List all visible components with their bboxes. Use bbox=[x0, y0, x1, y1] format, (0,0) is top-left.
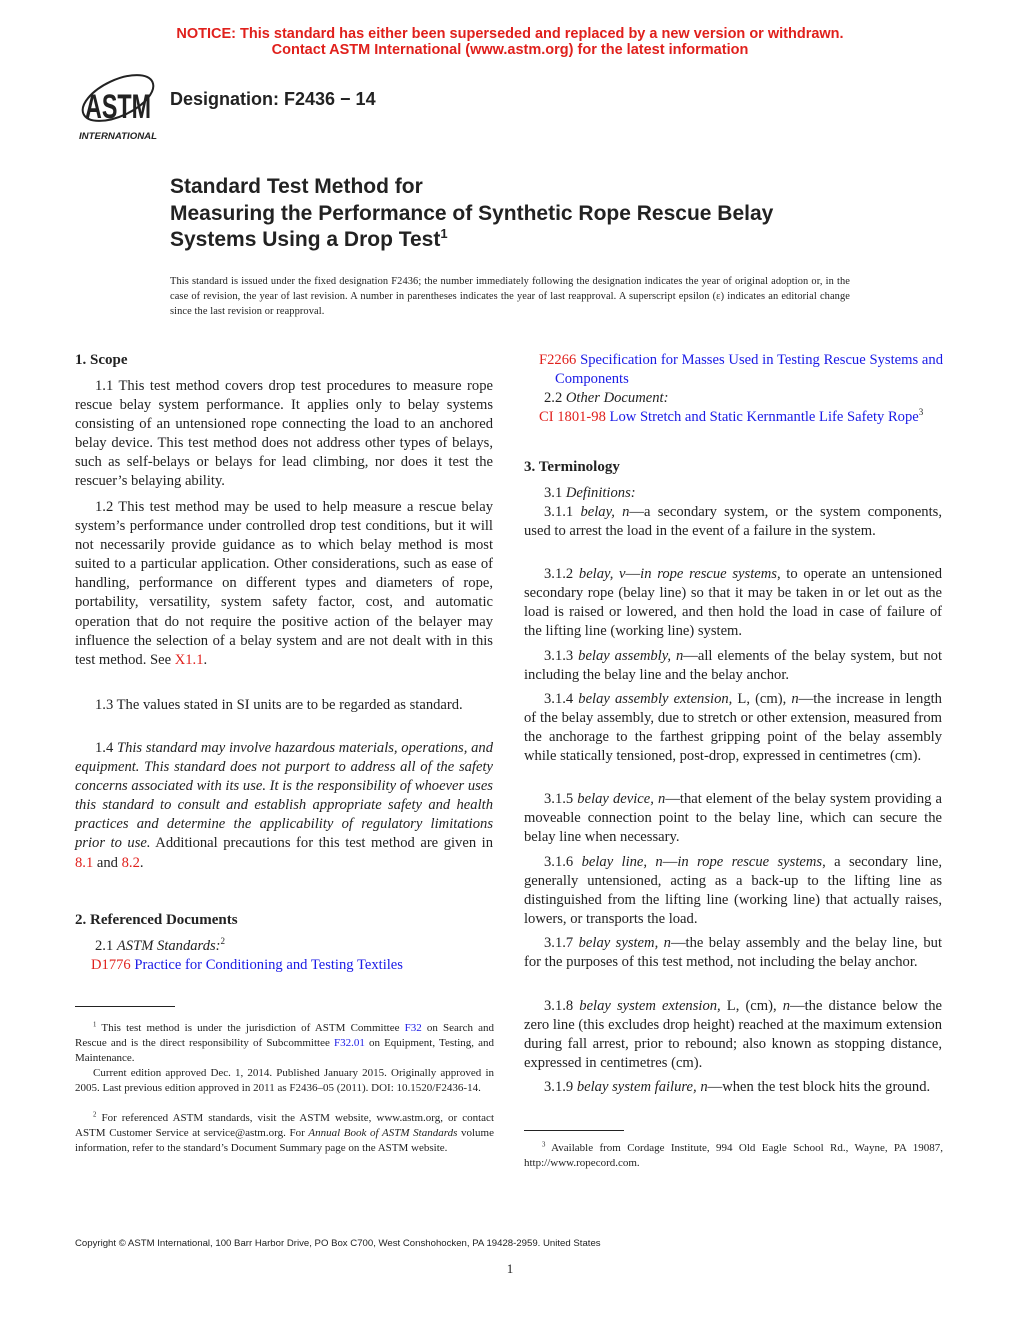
text: 3. Terminology bbox=[524, 459, 620, 475]
definition-3-1-5 bbox=[524, 790, 942, 847]
italic-text: Annual Book of ASTM Standards bbox=[308, 1127, 458, 1139]
paragraph-1-1 bbox=[75, 377, 493, 492]
section-3-heading bbox=[524, 458, 942, 477]
footnote-3 bbox=[524, 1141, 943, 1171]
text: —that element of the belay system providing a moveable connection point to the belay line, which can secure the belay line when necessary. bbox=[524, 791, 943, 846]
italic-text: n bbox=[782, 998, 791, 1014]
text: 3.1.8 bbox=[544, 998, 580, 1014]
italic-text: belay device, n bbox=[577, 791, 666, 807]
text: This test method is under the jurisdiction of ASTM Committee bbox=[96, 1022, 405, 1034]
footnote-mark: 3 bbox=[918, 407, 924, 418]
text: . bbox=[203, 651, 208, 668]
notice-line-2: Contact ASTM International (www.astm.org) for the latest information bbox=[271, 42, 749, 58]
text: 1.4 bbox=[95, 740, 117, 756]
paragraph-3-1 bbox=[524, 484, 942, 503]
paragraph-1-2 bbox=[75, 498, 493, 670]
italic-text: Other Document: bbox=[565, 390, 669, 406]
footnote-mark: 2 bbox=[220, 936, 226, 947]
footnote-divider-right bbox=[524, 1130, 624, 1131]
text: and bbox=[93, 854, 122, 871]
italic-text: belay, v bbox=[578, 566, 626, 582]
footnote-mark: 3 bbox=[542, 1141, 546, 1149]
link[interactable]: Low Stretch and Static Kernmantle Life Safety Rope bbox=[605, 409, 919, 425]
page-number: 1 bbox=[506, 1261, 514, 1276]
definition-3-1-2 bbox=[524, 565, 942, 641]
footnote-mark: 1 bbox=[93, 1021, 97, 1029]
svg-text:INTERNATIONAL: INTERNATIONAL bbox=[79, 131, 157, 141]
italic-text: belay system, n bbox=[578, 935, 671, 951]
reference-link[interactable]: 8.2 bbox=[121, 854, 140, 871]
footnote-mark: 2 bbox=[93, 1111, 97, 1119]
italic-text: belay assembly extension, bbox=[578, 691, 733, 707]
definition-3-1-4 bbox=[524, 690, 942, 766]
reference-d1776 bbox=[75, 956, 479, 975]
text: For referenced ASTM standards, visit the ASTM website, www.astm.org, or contact ASTM Customer Service at service@astm.org. For bbox=[75, 1112, 494, 1139]
italic-text: ASTM Standards: bbox=[116, 938, 221, 954]
definition-3-1-9 bbox=[524, 1078, 942, 1097]
text: 2.1 bbox=[95, 938, 117, 954]
reference-link[interactable]: CI 1801-98 bbox=[539, 409, 606, 425]
section-2-heading bbox=[75, 911, 493, 930]
italic-text: belay, n bbox=[580, 504, 630, 520]
italic-text: belay system failure, n bbox=[576, 1079, 708, 1095]
issuance-note: This standard is issued under the fixed designation F2436; the number immediately following the designation indicates the year of original adoption or, in the case of revision, the year of last revision. A number in parentheses indicates the year of last reapproval. A superscript epsilon (ε) indicates an editorial change since the last revision or reapproval. bbox=[170, 276, 850, 317]
text: 3.1.1 bbox=[544, 504, 581, 520]
text: 2. Referenced Documents bbox=[75, 912, 238, 928]
text: 1. Scope bbox=[75, 352, 128, 368]
italic-text: belay assembly, n bbox=[578, 648, 684, 664]
text: —all elements of the belay system, but not including the belay line and the belay anchor. bbox=[524, 648, 942, 684]
title-line-3: Systems Using a Drop Test bbox=[170, 228, 441, 251]
text: on Equipment, Testing, and Maintenance. bbox=[75, 1037, 494, 1064]
text: Available from Cordage Institute, 994 Old Eagle School Rd., Wayne, PA 19087, http://www.ropecord.com. bbox=[524, 1142, 943, 1169]
notice-line-1: NOTICE: This standard has either been superseded and replaced by a new version or withdrawn. bbox=[176, 26, 844, 42]
copyright: Copyright © ASTM International, 100 Barr Harbor Drive, PO Box C700, West Conshohocken, PA 19428-2959. United States bbox=[75, 1238, 601, 1249]
italic-text: n bbox=[791, 691, 799, 707]
text: Additional precautions for this test method are given in bbox=[150, 835, 494, 852]
text: 3.1.7 bbox=[544, 935, 579, 951]
link[interactable]: F32.01 bbox=[333, 1037, 365, 1049]
footnote-1 bbox=[75, 1021, 494, 1066]
text: —when the test block hits the ground. bbox=[707, 1079, 931, 1095]
text: 1.3 The values stated in SI units are to be regarded as standard. bbox=[95, 697, 463, 713]
text: — bbox=[625, 566, 641, 582]
text: 3.1.9 bbox=[544, 1079, 577, 1095]
text: L, (cm), bbox=[720, 998, 783, 1014]
paragraph-2-2 bbox=[524, 389, 942, 408]
document-title bbox=[170, 174, 773, 254]
text: 3.1.6 bbox=[544, 854, 582, 870]
text: 2.2 bbox=[544, 390, 566, 406]
text: . bbox=[139, 854, 144, 871]
text: Current edition approved Dec. 1, 2014. Published January 2015. Originally approved in 2005. Last previous edition approved in 2011 as F2436–05 (2011). DOI: 10.1520/F2436-14. bbox=[75, 1067, 494, 1094]
text: 3.1 bbox=[544, 485, 566, 501]
text: 3.1.5 bbox=[544, 791, 578, 807]
text: on Search and Rescue and is the direct responsibility of Subcommittee bbox=[75, 1022, 494, 1049]
footnote-1-edition bbox=[75, 1066, 494, 1096]
italic-text: belay system extension, bbox=[579, 998, 721, 1014]
italic-text: in rope rescue systems bbox=[640, 566, 777, 582]
reference-link[interactable]: 8.1 bbox=[75, 854, 94, 871]
definition-3-1-7 bbox=[524, 934, 942, 972]
link[interactable]: Specification for Masses Used in Testing Rescue Systems and Components bbox=[555, 352, 943, 388]
text: 3.1.3 bbox=[544, 648, 579, 664]
definition-3-1-1 bbox=[524, 503, 942, 541]
text: 1.2 This test method may be used to help measure a rescue belay system’s performance under controlled drop test conditions, but it will not necessarily provide guidance as to which belay method is most suited to a particular application. Other considerations, such as ease of handling, performance on different types and diameters of rope, portability, versatility, system safety factor, cost, and automatic operation that do not require the positive action of the belayer may influence the selection of a belay system and are not dealt with in this test method. See bbox=[75, 499, 493, 668]
text: 3.1.4 bbox=[544, 691, 579, 707]
text: 3.1.2 bbox=[544, 566, 579, 582]
text: —the increase in length of the belay assembly, due to stretch or other extension, measured from the anchorage to the farthest gripping point of the belay assembly while statically tensioned, post-drop, expressed in centimetres (cm). bbox=[524, 691, 942, 765]
paragraph-1-4 bbox=[75, 739, 493, 873]
reference-link[interactable]: F2266 bbox=[539, 352, 577, 368]
text: —the belay assembly and the belay line, but for the purposes of this test method, not including the belay anchor. bbox=[524, 935, 942, 971]
text: — bbox=[662, 854, 678, 870]
text: volume information, refer to the standard’s Document Summary page on the ASTM website. bbox=[75, 1127, 494, 1154]
italic-text: belay line, n bbox=[581, 854, 663, 870]
text: —the distance below the zero line (this excludes drop height) reached at the maximum extension during fall arrest, prior to rebound; also known as stopping distance, expressed in centimetres (cm). bbox=[524, 998, 942, 1072]
text: L, (cm), bbox=[732, 691, 792, 707]
reference-link[interactable]: D1776 bbox=[91, 957, 131, 973]
italic-text: This standard may involve hazardous materials, operations, and equipment. This standard does not purport to address all of the safety concerns associated with its use. It is the responsibility of whoever uses this standard to consult and establish appropriate safety and health practices and determine the applicability of regulatory limitations prior to use. bbox=[75, 740, 493, 852]
definition-3-1-3 bbox=[524, 647, 942, 685]
definition-3-1-8 bbox=[524, 997, 942, 1073]
title-line-2: Measuring the Performance of Synthetic Rope Rescue Belay bbox=[170, 201, 774, 225]
reference-link[interactable]: X1.1 bbox=[174, 651, 204, 668]
paragraph-2-1 bbox=[75, 937, 493, 956]
svg-text:ASTM: ASTM bbox=[85, 88, 151, 126]
text: , a secondary line, generally untensioned, acting as a back-up to the lifting line as distinguished from the lifting line (working line) that actually raises, lowers, or transports the load. bbox=[524, 854, 942, 928]
text: —a secondary system, or the system components, used to arrest the load in the event of a failure in the system. bbox=[524, 504, 942, 540]
definition-3-1-6 bbox=[524, 853, 942, 929]
astm-logo bbox=[76, 66, 160, 142]
title-footnote-mark: 1 bbox=[440, 226, 448, 241]
text: 1.1 This test method covers drop test procedures to measure rope rescue belay system performance. It applies only to belay systems consisting of an untensioned rope connecting the load to an anchored belay device. This test method does not address other types of belays, such as self-belays or belays for lead climbing, nor does it test the rescuer’s belaying ability. bbox=[75, 378, 493, 490]
footnote-divider bbox=[75, 1006, 175, 1007]
link[interactable]: Practice for Conditioning and Testing Textiles bbox=[130, 957, 403, 973]
footnote-2 bbox=[75, 1111, 494, 1156]
italic-text: in rope rescue systems bbox=[677, 854, 823, 870]
italic-text: Definitions: bbox=[565, 485, 636, 501]
link[interactable]: F32 bbox=[404, 1022, 422, 1034]
section-1-heading bbox=[75, 351, 493, 370]
reference-f2266 bbox=[524, 351, 943, 389]
text: , to operate an untensioned secondary rope (belay line) so that it may be taken in or let out as the load is raised or lowered, and then hold the load in case of failure of the lifting line (working line) system. bbox=[524, 566, 943, 640]
title-line-1: Standard Test Method for bbox=[170, 175, 423, 198]
paragraph-1-3 bbox=[75, 696, 493, 715]
designation: Designation: F2436 − 14 bbox=[170, 89, 376, 109]
reference-ci-1801 bbox=[524, 408, 943, 427]
